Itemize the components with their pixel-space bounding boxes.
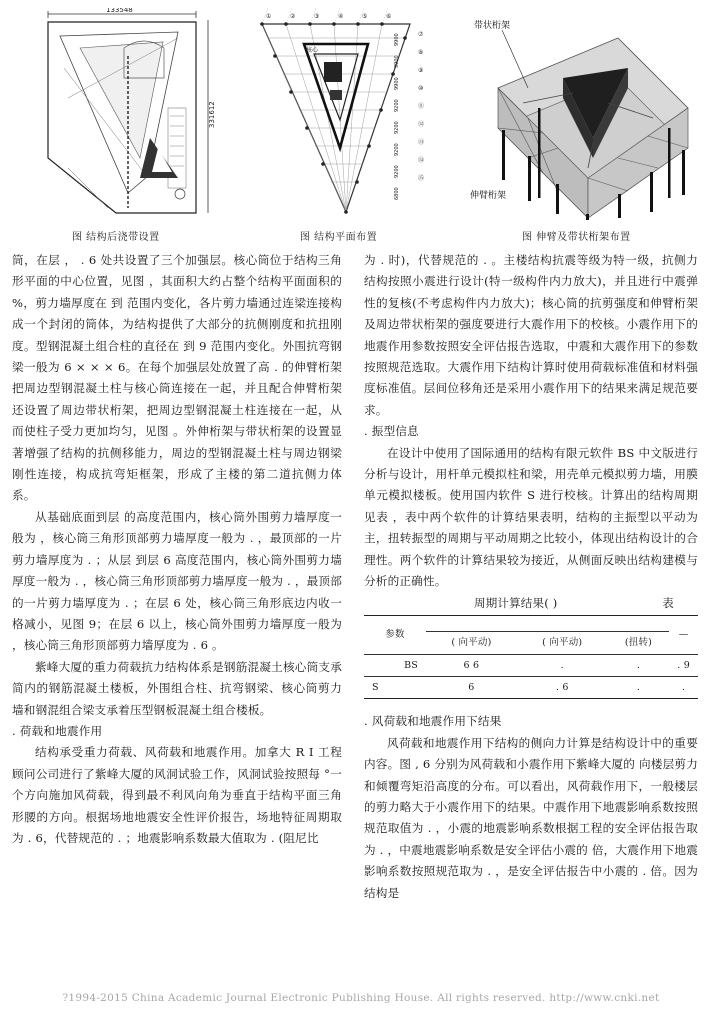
post-pouring-strip-drawing (28, 8, 218, 220)
axis-label: ④ (338, 13, 344, 20)
dimension-text: 9200 (394, 99, 400, 112)
figure-1-caption: 图 结构后浇带设置 (72, 232, 160, 243)
section-heading: . 荷载和地震作用 (12, 723, 103, 738)
dimension-text: 9900 (394, 77, 400, 90)
table-cell: BS (364, 654, 426, 676)
table-row (364, 676, 698, 698)
paragraph: 风荷载和地震作用下结构的侧向力计算是结构设计中的重要内容。图 , 6 分别为风荷载和小震作用下紫峰大厦的 向楼层剪力和倾覆弯矩沿高度的分布。可以看出，风荷载作用下，一般楼层的剪力略大于小震作用下的结果。中震作用下地震影响系数按照规范取值为 . ，小震的地震影响系数根据工程的安全评估报告取为 . ，中震地震影响系数是安全评估小震的 倍，大震作用下地震影响系数按照规范取为 . ，是安全评估报告中小震的 . 倍。因为结构是 (364, 735, 698, 900)
table-header: ( 向平动) (426, 631, 517, 654)
axis-label: ⑪ (418, 103, 425, 110)
table-cell: S (364, 676, 426, 698)
axis-label: ⑤ (362, 13, 368, 20)
right-text-column (364, 250, 698, 904)
figure-post-pouring-strip (28, 8, 218, 220)
axis-label: ① (266, 13, 272, 20)
outrigger-truss-label: 伸臂桁架 (470, 191, 507, 201)
figure-2-caption: 图 结构平面布置 (300, 232, 378, 243)
section-heading: . 振型信息 (364, 424, 419, 439)
axis-label: ③ (314, 13, 320, 20)
paragraph: 结构承受重力荷载、风荷载和地震作用。加拿大 R I 工程顾问公司进行了紫峰大厦的风洞试验工作，风洞试验按照每 °一个方向施加风荷载，得到最不利风向角为垂直于结构平面三角形腰的方向。根据场地地震安全性评价报告，场地特征周期取为 . 6，代替规范的 . ；地震影响系数最大值取为 . (阻尼比 (12, 745, 342, 845)
table-header: ( 向平动) (517, 631, 608, 654)
dimension-text: 9900 (394, 33, 400, 46)
figure-outrigger-belt-truss (468, 8, 698, 220)
table-cell: . (608, 654, 670, 676)
dimension-right-text: 331612 (208, 101, 216, 128)
table-header-dash: — (669, 615, 698, 654)
paragraph: 为 . 时)，代替规范的 . 。主楼结构抗震等级为特一级，抗侧力结构按照小震进行设计(特一级构件内力放大)，并且进行中震弹性的复核(不考虑构件内力放大)；核心筒的抗剪强度和伸臂桁架及周边带状桁架的强度要进行大震作用下的校核。小震作用下的地震作用参数按照安全评估报告选取，中震和大震作用下的参数按照规范选取。大震作用下结构计算时使用荷载标准值和材料强度标准值。层间位移角还是采用小震作用下的结果来满足规范要求。 (364, 253, 698, 417)
outrigger-truss-drawing (468, 8, 698, 220)
dimension-text: 9200 (394, 165, 400, 178)
table-cell: . 9 (669, 654, 698, 676)
dimension-text: 9200 (394, 143, 400, 156)
table-cell: 6 6 (426, 654, 517, 676)
figure-structural-plan (248, 8, 438, 220)
table-caption (364, 593, 698, 615)
table-label: 表 (662, 595, 674, 610)
paragraph: 在设计中使用了国际通用的结构有限元软件 BS 中文版进行分析与设计，用杆单元模拟柱和梁，用壳单元模拟剪力墙，用膜单元模拟楼板。使用国内软件 S 进行校核。计算出的结构周期见表 ，表中两个软件的计算结果表明，结构的主振型以平动为主，扭转振型的周期与平动周期之比较小，体现出结构设计的合理性。两个软件的计算结果较为接近，从侧面反映出结构建模与分析的正确性。 (364, 445, 698, 589)
core-label: 核心 (306, 47, 319, 54)
period-table (364, 615, 698, 700)
dimension-text: 6800 (394, 187, 400, 200)
table-cell: 6 (426, 676, 517, 698)
table-cell: . (608, 676, 670, 698)
axis-label: ⑦ (418, 31, 424, 38)
table-header: (扭转) (608, 631, 670, 654)
structural-plan-drawing (248, 8, 438, 220)
table-cell: . 6 (517, 676, 608, 698)
section-heading: . 风荷载和地震作用下结果 (364, 714, 502, 729)
axis-label: ⑮ (418, 175, 425, 182)
paragraph: 筒，在层 ， . 6 处共设置了三个加强层。核心筒位于结构三角形平面的中心位置，见图 ，其面积大约占整个结构平面面积的 %，剪力墙厚度在 到 范围内变化，各片剪力墙通过连梁连接构成一个封闭的筒体，为结构提供了大部分的抗侧刚度和抗扭刚度。型钢混凝土组合柱的直径在 到 9 范围内变化。外围抗弯钢梁一般为 6 × × × 6。在每个加强层处放置了高 . 的伸臂桁架把周边型钢混凝土柱与核心筒连接在一起，并且配合伸臂桁架还设置了周边带状桁架，把周边型钢混凝土柱连接在一起，从而使柱子受力更加均匀，见图 。外伸桁架与带状桁架的设置显著增强了结构的抗侧移能力，周边的型钢混凝土柱与周边钢梁刚性连接，构成抗弯矩框架，形成了主楼的第二道抗侧力体系。 (12, 253, 342, 503)
axis-label: ⑧ (418, 49, 424, 56)
belt-truss-label: 带状桁架 (474, 21, 511, 31)
axis-label: ⑩ (418, 85, 424, 92)
table-header-param: 参数 (364, 615, 426, 654)
table-cell: . (669, 676, 698, 698)
paragraph: 从基础底面到层 的高度范围内，核心筒外围剪力墙厚度一般为 ，核心筒三角形顶部剪力墙厚度一般为 . ，最顶部的一片剪力墙厚度为 . ；从层 到层 6 高度范围内，核心筒外围剪力墙厚度一般为 . ，核心筒三角形顶部剪力墙厚度一般为 . ，最顶部的一片剪力墙厚度为 . ；在层 6 处，核心筒三角形底边内收一格减小，见图 9；在层 6 以上，核心筒外围剪力墙厚度一般为 ，核心筒三角形顶部剪力墙厚度为 . 6 。 (12, 509, 342, 653)
axis-label: ⑫ (418, 121, 425, 128)
axis-label: ② (290, 13, 296, 20)
dimension-top-text: 133548 (106, 8, 133, 14)
figure-3-caption: 图 伸臂及带状桁架布置 (522, 232, 631, 243)
axis-label: ⑥ (386, 13, 392, 20)
axis-label: ⑬ (418, 139, 425, 146)
copyright-footer: ?1994-2015 China Academic Journal Electronic Publishing House. All rights reserved. http://www.cnki.net (62, 992, 660, 1004)
paragraph: 紫峰大厦的重力荷载抗力结构体系是钢筋混凝土核心筒支承简内的钢筋混凝土楼板，外围组合柱、抗弯钢梁、核心筒剪力墙和钢混组合梁支承着压型钢板混凝土组合楼板。 (12, 659, 342, 717)
table-cell: . (517, 654, 608, 676)
left-text-column (12, 250, 342, 849)
dimension-text: 9900 (394, 55, 400, 68)
axis-label: ⑭ (418, 157, 425, 164)
table-title: 周期计算结果( ) (474, 595, 558, 610)
axis-label: ⑨ (418, 67, 424, 74)
dimension-text: 9200 (394, 121, 400, 134)
table-row (364, 654, 698, 676)
